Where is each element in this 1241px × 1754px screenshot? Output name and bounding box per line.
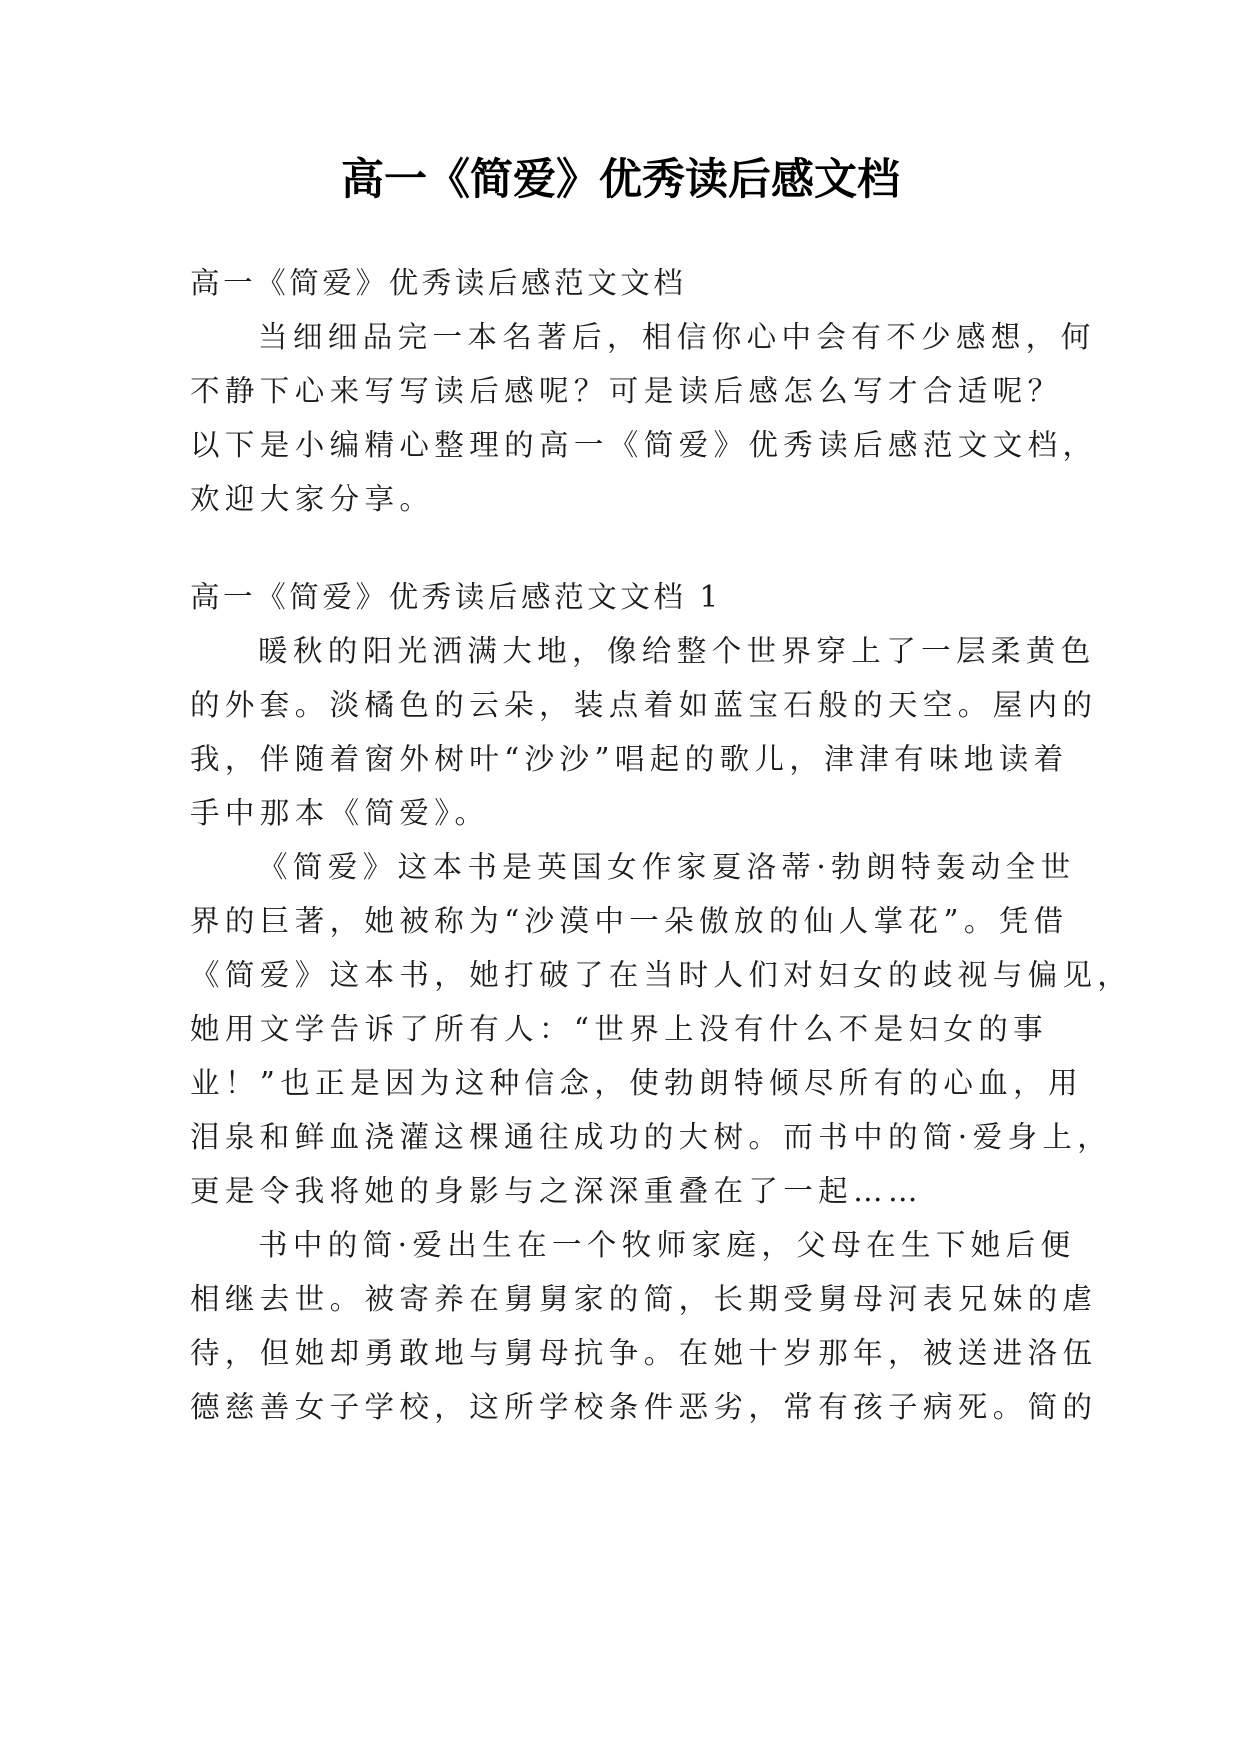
document-title: 高一《简爱》优秀读后感文档 [341, 155, 900, 205]
essay1-p2-line-2: 界的巨著，她被称为“沙漠中一朵傲放的仙人掌花”。凭借 [190, 904, 1069, 938]
essay1-p2-line-6: 泪泉和鲜血浇灌这棵通往成功的大树。而书中的简·爱身上， [190, 1120, 1113, 1154]
intro-line-2: 不静下心来写写读后感呢？可是读后感怎么写才合适呢？ [190, 374, 1063, 408]
essay1-heading: 高一《简爱》优秀读后感范文文档 1 [190, 580, 722, 614]
intro-line-4: 欢迎大家分享。 [190, 482, 435, 516]
essay1-p2-line-3: 《简爱》这本书，她打破了在当时人们对妇女的歧视与偏见， [190, 958, 1133, 992]
essay1-p3-line-3: 待，但她却勇敢地与舅母抗争。在她十岁那年，被送进洛伍 [190, 1336, 1098, 1370]
essay1-p1-line-3: 我，伴随着窗外树叶“沙沙”唱起的歌儿，津津有味地读着 [190, 742, 1069, 776]
essay1-p2-line-5: 业！”也正是因为这种信念，使勃朗特倾尽所有的心血，用 [190, 1066, 1083, 1100]
intro-line-3: 以下是小编精心整理的高一《简爱》优秀读后感范文文档， [190, 428, 1098, 462]
essay1-p2-line-7: 更是令我将她的身影与之深深重叠在了一起…… [190, 1174, 923, 1208]
essay1-p1-line-1: 暖秋的阳光洒满大地，像给整个世界穿上了一层柔黄色 [258, 634, 1096, 668]
essay1-p1-line-2: 的外套。淡橘色的云朵，装点着如蓝宝石般的天空。屋内的 [190, 688, 1098, 722]
essay1-p3-line-2: 相继去世。被寄养在舅舅家的简，长期受舅母河表兄妹的虐 [190, 1282, 1098, 1316]
intro-heading: 高一《简爱》优秀读后感范文文档 [190, 266, 687, 300]
intro-line-1: 当细细品完一本名著后，相信你心中会有不少感想，何 [258, 320, 1096, 354]
essay1-p2-line-4: 她用文学告诉了所有人：“世界上没有什么不是妇女的事 [190, 1012, 1049, 1046]
essay1-p3-line-4: 德慈善女子学校，这所学校条件恶劣，常有孩子病死。简的 [190, 1390, 1098, 1424]
essay1-p2-line-1: 《简爱》这本书是英国女作家夏洛蒂·勃朗特轰动全世 [258, 850, 1076, 884]
essay1-p1-line-4: 手中那本《简爱》。 [190, 796, 490, 830]
essay1-p3-line-1: 书中的简·爱出生在一个牧师家庭，父母在生下她后便 [258, 1228, 1076, 1262]
